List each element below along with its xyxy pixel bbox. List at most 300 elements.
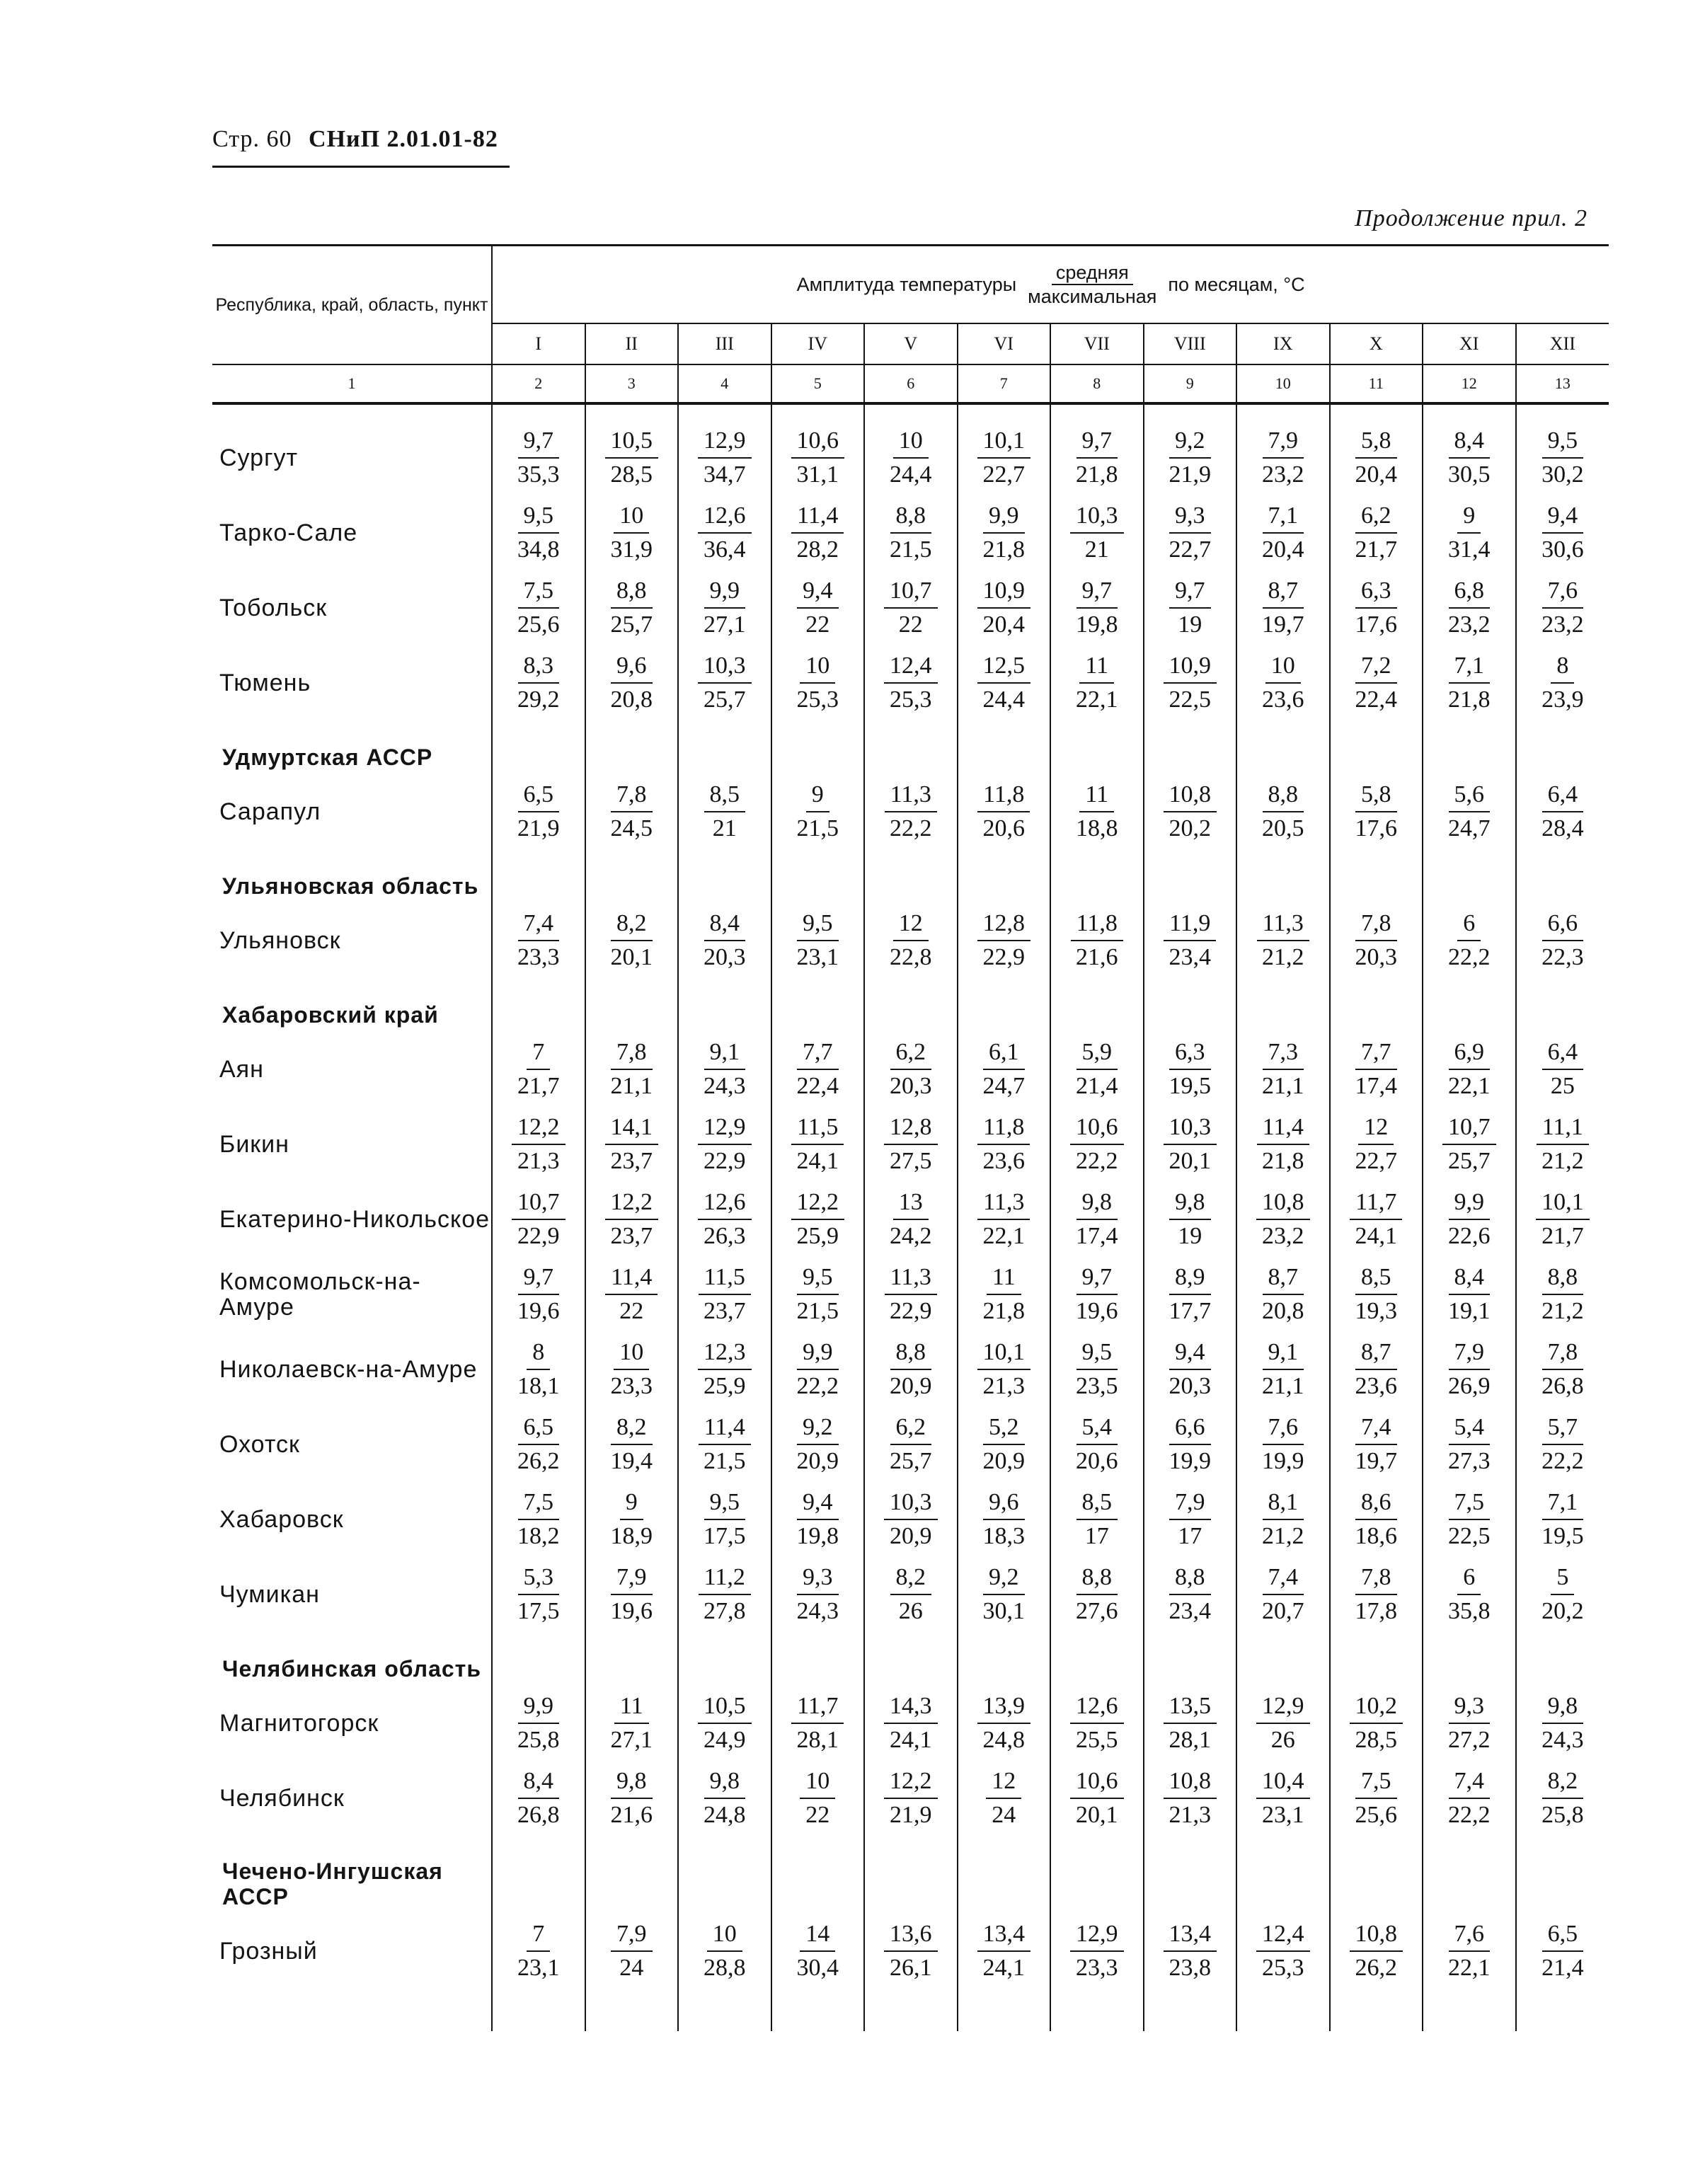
region-row [212, 978, 1609, 1032]
amplitude-fraction [1442, 1561, 1496, 1628]
amplitude-cell [771, 1557, 865, 1632]
max-value: 23,4 [1169, 1598, 1211, 1624]
amplitude-cell [1330, 1407, 1423, 1482]
amplitude-cell [864, 495, 958, 570]
max-value: 18,8 [1076, 815, 1118, 841]
max-value: 21,6 [610, 1802, 653, 1828]
amplitude-cell [1330, 1182, 1423, 1257]
amplitude-fraction [698, 907, 752, 974]
max-value: 36,4 [704, 536, 746, 563]
amplitude-fraction [977, 778, 1031, 845]
amplitude-cell [678, 645, 771, 720]
max-value: 26,8 [1541, 1373, 1584, 1399]
amplitude-cell [864, 1407, 958, 1482]
avg-value: 7,8 [1355, 907, 1397, 941]
amplitude-fraction [977, 1261, 1031, 1328]
avg-value: 7,9 [1449, 1336, 1491, 1370]
amplitude-fraction [512, 1918, 565, 1984]
amplitude-fraction [1256, 1111, 1310, 1178]
avg-value: 7,8 [1542, 1336, 1584, 1370]
avg-value: 11,8 [977, 778, 1030, 812]
city-name: Грозный [212, 1914, 492, 1989]
amplitude-fraction [977, 1186, 1031, 1253]
max-value: 25,5 [1076, 1727, 1118, 1753]
max-value: 19,6 [610, 1598, 653, 1624]
max-value: 21,5 [890, 536, 932, 563]
table-row [212, 1557, 1609, 1632]
month-header: V [864, 323, 958, 364]
max-value: 30,2 [1541, 461, 1584, 488]
max-value: 23,2 [1262, 1223, 1304, 1249]
max-value: 24,5 [610, 815, 653, 841]
max-value: 24,1 [1355, 1223, 1397, 1249]
amplitude-fraction [1542, 1036, 1584, 1103]
avg-value: 6,1 [983, 1036, 1025, 1070]
amplitude-fraction [1350, 575, 1403, 641]
avg-value: 10,8 [1350, 1918, 1403, 1952]
avg-value: 7,4 [1355, 1411, 1397, 1445]
max-value: 24,4 [890, 461, 932, 488]
amplitude-fraction [977, 500, 1031, 566]
amplitude-fraction [1536, 1690, 1590, 1757]
amplitude-fraction [1350, 425, 1403, 491]
amplitude-fraction [1442, 1918, 1496, 1984]
max-value: 22,2 [890, 815, 932, 841]
max-value: 21,8 [982, 1298, 1025, 1324]
amplitude-cell [492, 1182, 585, 1257]
amplitude-fraction [1256, 1918, 1310, 1984]
max-value: 22,9 [982, 944, 1025, 970]
avg-value: 8,7 [1355, 1336, 1397, 1370]
column-number: 10 [1236, 364, 1330, 403]
amplitude-fraction [1070, 1261, 1124, 1328]
month-header: IX [1236, 323, 1330, 364]
max-value: 20,3 [704, 944, 746, 970]
max-value: 17,7 [1169, 1298, 1211, 1324]
amplitude-fraction [1164, 778, 1217, 845]
avg-value: 10,6 [1070, 1111, 1124, 1145]
amplitude-fraction [1536, 500, 1590, 566]
max-value: 19 [1178, 1223, 1202, 1249]
avg-value: 12,9 [1070, 1918, 1124, 1952]
avg-value: 10,7 [884, 575, 938, 609]
max-value: 28,1 [1169, 1727, 1211, 1753]
avg-value: 13 [893, 1186, 929, 1220]
avg-value: 14 [800, 1918, 835, 1952]
max-value: 27,2 [1448, 1727, 1491, 1753]
avg-value: 11,8 [977, 1111, 1030, 1145]
amplitude-cell [1236, 1107, 1330, 1182]
avg-value: 5,4 [1076, 1411, 1118, 1445]
max-value: 23,2 [1448, 611, 1491, 638]
amplitude-cell [1516, 1107, 1609, 1182]
amplitude-cell [958, 774, 1051, 849]
max-value: 30,6 [1541, 536, 1584, 563]
max-value: 35,3 [517, 461, 560, 488]
amplitude-cell [1236, 1032, 1330, 1107]
table-row [212, 1761, 1609, 1836]
max-value: 25,7 [1448, 1148, 1491, 1174]
max-value: 17 [1084, 1523, 1109, 1549]
avg-value: 11 [987, 1261, 1021, 1295]
max-value: 29,2 [517, 686, 560, 713]
amplitude-fraction [1256, 778, 1310, 845]
amplitude-cell [1423, 1257, 1516, 1332]
city-name: Сургут [212, 420, 492, 495]
amplitude-fraction [884, 1111, 938, 1178]
max-value: 24,9 [704, 1727, 746, 1753]
amplitude-cell [492, 1914, 585, 1989]
avg-value: 7,1 [1542, 1486, 1584, 1520]
avg-value: 10,3 [698, 650, 752, 684]
max-value: 23,5 [1076, 1373, 1118, 1399]
region-row [212, 720, 1609, 774]
amplitude-fraction [1070, 425, 1124, 491]
max-value: 24,1 [890, 1727, 932, 1753]
amplitude-fraction [605, 778, 659, 845]
max-value: 20,7 [1262, 1598, 1304, 1624]
avg-value: 10 [800, 650, 835, 684]
avg-value: 12,2 [884, 1765, 938, 1799]
amplitude-fraction [512, 1186, 565, 1253]
amplitude-fraction [611, 1918, 653, 1984]
amplitude-cell [864, 1557, 958, 1632]
amplitude-fraction [512, 1486, 565, 1553]
avg-value: 11,5 [791, 1111, 844, 1145]
max-value: 19,5 [1169, 1073, 1211, 1099]
avg-value: 8,8 [1263, 778, 1304, 812]
max-value: 19,8 [796, 1523, 839, 1549]
amplitude-fraction [884, 425, 938, 491]
max-value: 21,5 [796, 815, 839, 841]
avg-value: 9,4 [797, 575, 839, 609]
amplitude-fraction [977, 650, 1031, 716]
region-row [212, 849, 1609, 903]
amplitude-fraction [512, 1036, 565, 1103]
amplitude-fraction [704, 778, 746, 845]
avg-value: 9,7 [1076, 575, 1118, 609]
avg-value: 13,4 [1164, 1918, 1217, 1952]
max-value: 22,5 [1448, 1523, 1491, 1549]
amplitude-fraction [605, 1111, 659, 1178]
avg-value: 7,6 [1449, 1918, 1491, 1952]
amplitude-fraction [1070, 907, 1124, 974]
avg-value: 9,3 [1169, 500, 1211, 534]
region-name: Удмуртская АССР [212, 720, 492, 774]
amplitude-cell [492, 495, 585, 570]
amplitude-cell [1330, 420, 1423, 495]
amplitude-cell [1423, 1482, 1516, 1557]
city-name: Хабаровск [212, 1482, 492, 1557]
avg-value: 6,3 [1169, 1036, 1211, 1070]
city-name: Бикин [212, 1107, 492, 1182]
city-name: Тюмень [212, 645, 492, 720]
temperature-amplitude-table [212, 244, 1609, 2031]
amplitude-cell [1516, 645, 1609, 720]
avg-value: 7,3 [1263, 1036, 1304, 1070]
avg-value: 11 [614, 1690, 649, 1724]
amplitude-cell [678, 1032, 771, 1107]
avg-value: 8,8 [1542, 1261, 1584, 1295]
max-value: 25,6 [1355, 1802, 1397, 1828]
amplitude-fraction [1442, 650, 1496, 716]
amplitude-fraction [791, 1486, 845, 1553]
amplitude-cell [864, 1482, 958, 1557]
max-value: 26,3 [704, 1223, 746, 1249]
amplitude-cell [585, 1407, 679, 1482]
amplitude-cell [492, 1332, 585, 1407]
avg-value: 12,4 [884, 650, 938, 684]
avg-value: 9 [806, 778, 829, 812]
city-name: Чумикан [212, 1557, 492, 1632]
max-value: 24,8 [982, 1727, 1025, 1753]
amplitude-cell [771, 1686, 865, 1761]
amplitude-cell [1330, 1914, 1423, 1989]
avg-value: 7,4 [1449, 1765, 1491, 1799]
amplitude-fraction [1350, 778, 1403, 845]
avg-value: 8,3 [518, 650, 560, 684]
max-value: 21,1 [1262, 1073, 1304, 1099]
amplitude-cell [1050, 903, 1144, 978]
amplitude-fraction [791, 425, 845, 491]
avg-value: 6,5 [518, 778, 560, 812]
amplitude-cell [678, 1914, 771, 1989]
max-value: 21,2 [1262, 944, 1304, 970]
amplitude-cell [1516, 774, 1609, 849]
amplitude-cell [864, 1761, 958, 1836]
max-value: 22 [805, 611, 830, 638]
max-value: 22 [805, 1802, 830, 1828]
amplitude-fraction [977, 575, 1031, 641]
amplitude-fraction [1350, 1411, 1403, 1478]
max-value: 22,5 [1169, 686, 1211, 713]
amplitude-cell [1330, 1482, 1423, 1557]
amplitude-cell [492, 903, 585, 978]
amplitude-cell [585, 1332, 679, 1407]
amplitude-cell [771, 570, 865, 645]
max-value: 22 [619, 1298, 644, 1324]
avg-value: 5,9 [1076, 1036, 1118, 1070]
amplitude-fraction [800, 1765, 835, 1832]
max-value: 18,1 [517, 1373, 560, 1399]
month-header: I [492, 323, 585, 364]
max-value: 20,4 [1262, 536, 1304, 563]
max-value: 19,9 [1262, 1448, 1304, 1474]
avg-value: 9,8 [611, 1765, 653, 1799]
max-value: 17,8 [1355, 1598, 1397, 1624]
table-row [212, 1107, 1609, 1182]
amplitude-fraction [605, 1036, 659, 1103]
amplitude-cell [1144, 495, 1237, 570]
max-value: 24,7 [1448, 815, 1491, 841]
amplitude-fraction [698, 1486, 752, 1553]
amplitude-cell [492, 1032, 585, 1107]
max-value: 25,8 [1541, 1802, 1584, 1828]
amplitude-cell [492, 1107, 585, 1182]
avg-value: 7,4 [518, 907, 560, 941]
avg-value: 9,1 [704, 1036, 746, 1070]
avg-value: 7,9 [611, 1918, 653, 1952]
amplitude-fraction [1442, 1690, 1496, 1757]
amplitude-fraction [1164, 500, 1217, 566]
avg-value: 12,2 [605, 1186, 659, 1220]
avg-value: 9,5 [518, 500, 560, 534]
amplitude-fraction [1256, 650, 1310, 716]
amplitude-fraction [977, 907, 1031, 974]
max-value: 22,7 [1355, 1148, 1397, 1174]
max-value: 22,2 [1076, 1148, 1118, 1174]
amplitude-cell [1144, 1482, 1237, 1557]
amplitude-cell [678, 495, 771, 570]
avg-value: 6,2 [890, 1036, 932, 1070]
amplitude-cell [1236, 1761, 1330, 1836]
max-value: 17,6 [1355, 815, 1397, 841]
max-value: 21,1 [1262, 1373, 1304, 1399]
amplitude-cell [1050, 1482, 1144, 1557]
amplitude-cell [585, 1182, 679, 1257]
amplitude-cell [1423, 1407, 1516, 1482]
amplitude-fraction [1164, 1690, 1217, 1757]
max-value: 23,6 [982, 1148, 1025, 1174]
amplitude-fraction [1070, 1765, 1124, 1832]
max-value: 22,1 [1076, 686, 1118, 713]
amplitude-fraction [1536, 575, 1590, 641]
amplitude-cell [678, 774, 771, 849]
amplitude-cell [1050, 1914, 1144, 1989]
amplitude-fraction [1350, 1561, 1403, 1628]
amplitude-fraction [791, 778, 845, 845]
amplitude-cell [864, 645, 958, 720]
avg-value: 7,9 [611, 1561, 653, 1595]
amplitude-cell [1516, 570, 1609, 645]
avg-value: 10,1 [1536, 1186, 1590, 1220]
max-value: 21,8 [1448, 686, 1491, 713]
avg-value: 8,8 [611, 575, 653, 609]
amplitude-fraction [1070, 1036, 1124, 1103]
max-value: 31,4 [1448, 536, 1491, 563]
amplitude-cell [1423, 645, 1516, 720]
max-value: 20,9 [796, 1448, 839, 1474]
amplitude-fraction [605, 1411, 659, 1478]
max-value: 25,3 [890, 686, 932, 713]
month-header: III [678, 323, 771, 364]
city-name: Николаевск-на-Амуре [212, 1332, 492, 1407]
amplitude-fraction [977, 1336, 1031, 1403]
amplitude-cell [771, 1761, 865, 1836]
amplitude-cell [585, 1107, 679, 1182]
amplitude-fraction [605, 650, 659, 716]
amplitude-cell [1236, 1557, 1330, 1632]
avg-value: 5,3 [518, 1561, 560, 1595]
amplitude-cell [492, 1407, 585, 1482]
avg-value: 11,1 [1537, 1111, 1589, 1145]
amplitude-fraction [1350, 1486, 1403, 1553]
max-value: 34,8 [517, 536, 560, 563]
max-value: 21,7 [1355, 536, 1397, 563]
max-value: 18,9 [610, 1523, 653, 1549]
avg-value: 9,9 [1449, 1186, 1491, 1220]
max-value: 23,7 [610, 1223, 653, 1249]
avg-value: 8,9 [1169, 1261, 1211, 1295]
avg-value: 8,8 [1076, 1561, 1118, 1595]
max-value: 24,3 [1541, 1727, 1584, 1753]
avg-value: 10,8 [1256, 1186, 1310, 1220]
avg-value: 10,3 [1164, 1111, 1217, 1145]
max-value: 19,6 [1076, 1298, 1118, 1324]
amplitude-cell [864, 1914, 958, 1989]
avg-value: 12,5 [977, 650, 1031, 684]
avg-value: 11,3 [977, 1186, 1030, 1220]
avg-value: 9,1 [1263, 1336, 1304, 1370]
column-number: 4 [678, 364, 771, 403]
amplitude-fraction [1169, 575, 1211, 641]
amplitude-cell [1423, 1107, 1516, 1182]
amplitude-fraction [605, 1486, 659, 1553]
amplitude-fraction [977, 1561, 1031, 1628]
amplitude-fraction [1536, 425, 1590, 491]
avg-value: 12,8 [884, 1111, 938, 1145]
max-value: 25,8 [517, 1727, 560, 1753]
max-value: 25,7 [704, 686, 746, 713]
max-value: 21,9 [1169, 461, 1211, 488]
max-value: 21,2 [1541, 1298, 1584, 1324]
avg-value: 10 [707, 1918, 742, 1952]
amplitude-fraction [791, 1111, 845, 1178]
amplitude-fraction [605, 1765, 659, 1832]
amplitude-cell [678, 570, 771, 645]
avg-value: 7,5 [1449, 1486, 1491, 1520]
amplitude-fraction [512, 1690, 565, 1757]
amplitude-fraction [791, 1918, 845, 1984]
avg-value: 10 [893, 425, 929, 459]
avg-value: 8,5 [704, 778, 746, 812]
amplitude-fraction [1256, 1261, 1310, 1328]
max-value: 22,2 [1448, 1802, 1491, 1828]
amplitude-fraction [977, 1690, 1031, 1757]
amplitude-cell [958, 1257, 1051, 1332]
max-value: 22,3 [1541, 944, 1584, 970]
amplitude-fraction [1164, 425, 1217, 491]
amplitude-cell [492, 420, 585, 495]
amplitude-cell [1330, 1107, 1423, 1182]
amplitude-fraction [1256, 1036, 1310, 1103]
avg-value: 11,9 [1164, 907, 1216, 941]
amplitude-fraction [890, 1561, 932, 1628]
amplitude-cell [1144, 1407, 1237, 1482]
max-value: 28,4 [1541, 815, 1584, 841]
max-value: 24,8 [704, 1802, 746, 1828]
max-value: 17 [1178, 1523, 1202, 1549]
avg-value: 7,1 [1263, 500, 1304, 534]
amplitude-cell [585, 1557, 679, 1632]
amplitude-cell [1330, 1557, 1423, 1632]
max-value: 21,5 [796, 1298, 839, 1324]
column-number: 7 [958, 364, 1051, 403]
amplitude-fraction [605, 500, 659, 566]
avg-value: 11 [1079, 778, 1114, 812]
amplitude-fraction [1350, 1765, 1403, 1832]
avg-value: 7,6 [1542, 575, 1584, 609]
amplitude-fraction [1442, 1336, 1496, 1403]
city-name: Магнитогорск [212, 1686, 492, 1761]
amplitude-cell [1236, 903, 1330, 978]
amplitude-cell [678, 1761, 771, 1836]
table-row [212, 1257, 1609, 1332]
avg-value: 8,4 [704, 907, 746, 941]
max-value: 20,6 [1076, 1448, 1118, 1474]
amplitude-fraction [1256, 1561, 1310, 1628]
max-value: 30,1 [982, 1598, 1025, 1624]
